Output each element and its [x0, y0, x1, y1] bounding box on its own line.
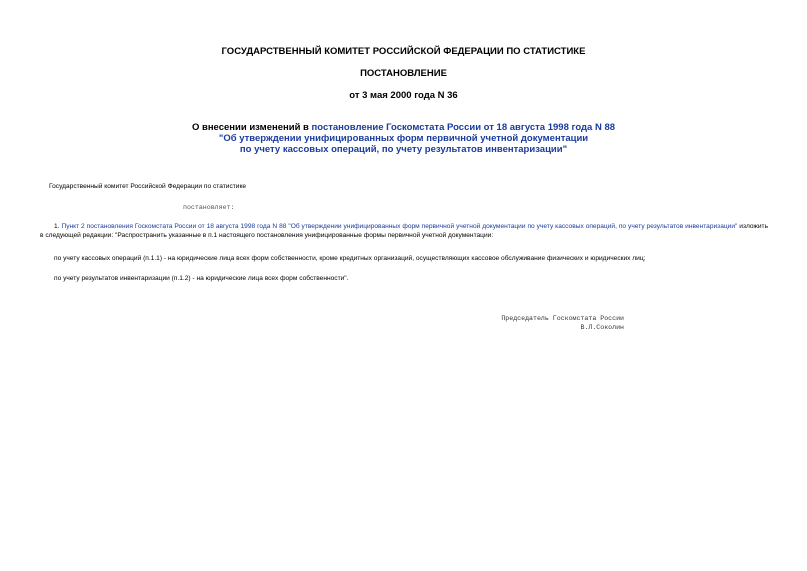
document-date: от 3 мая 2000 года N 36	[349, 90, 458, 101]
subject-line-2[interactable]: "Об утверждении унифицированных форм первичной учетной документации	[218, 133, 589, 144]
agency-title: ГОСУДАРСТВЕННЫЙ КОМИТЕТ РОССИЙСКОЙ ФЕДЕРАЦИИ ПО СТАТИСТИКЕ	[221, 46, 586, 57]
list-item-cash: по учету кассовых операций (п.1.1) - на юридические лица всех форм собственности, кроме кредитных организаций, осуществляющих кассовое обслуживание физических и юридических лиц;	[54, 255, 646, 262]
paragraph-1-number: 1.	[54, 223, 62, 230]
paragraph-1	[40, 222, 768, 240]
subject-link[interactable]: постановление Госкомстата России от 18 августа 1998 года N 88	[311, 122, 616, 133]
document-type: ПОСТАНОВЛЕНИЕ	[360, 68, 447, 79]
signature-name: В.Л.Соколин	[580, 324, 624, 331]
paragraph-1-text: изложить в следующей редакции: "Распространить указанные в п.1 настоящего постановления унифицированные формы первичной учетной документации:	[40, 223, 769, 239]
resolve-text: постановляет:	[183, 204, 235, 211]
signature-title: Председатель Госкомстата России	[501, 315, 624, 322]
list-item-inventory: по учету результатов инвентаризации (п.1.2) - на юридические лица всех форм собственности".	[54, 275, 349, 282]
intro-text: Государственный комитет Российской Федерации по статистике	[49, 183, 247, 190]
subject-line-3[interactable]: по учету кассовых операций, по учету результатов инвентаризации"	[239, 144, 568, 155]
subject-prefix: О внесении изменений в	[191, 122, 312, 133]
paragraph-1-link[interactable]: Пункт 2 постановления Госкомстата России от 18 августа 1998 года N 88 "Об утверждении унифицированных форм первичной учетной документации по учету кассовых операций, по учету результатов инвентаризации"	[61, 223, 738, 230]
